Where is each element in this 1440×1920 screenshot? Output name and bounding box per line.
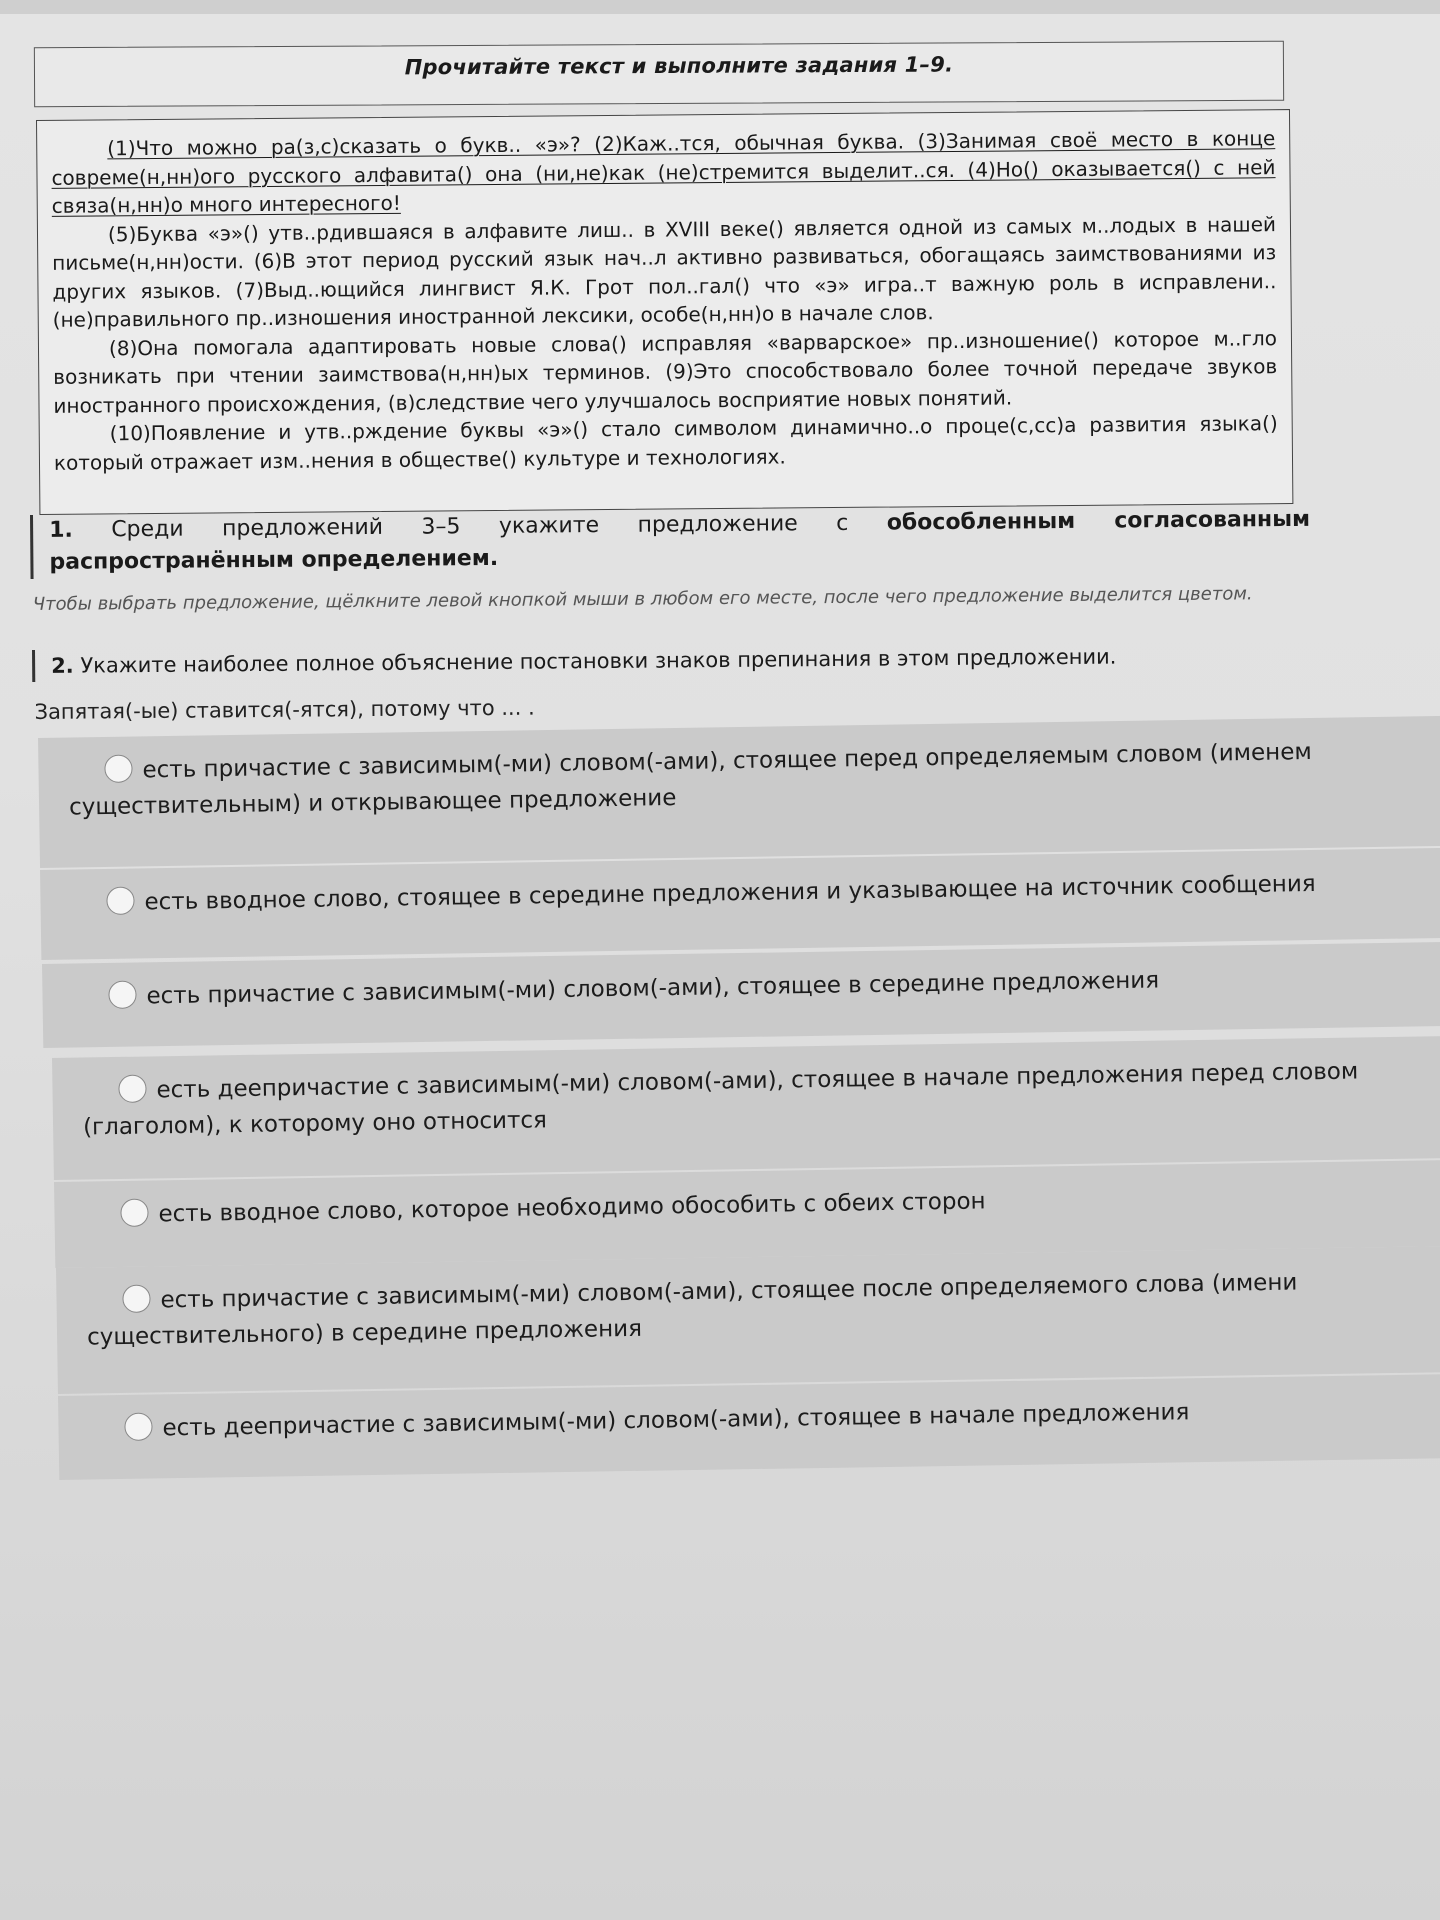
- instructions-header: [34, 41, 1284, 108]
- radio-button-5[interactable]: [120, 1199, 148, 1227]
- task-1-hint: Чтобы выбрать предложение, щёлкните левой кнопкой мыши в любом его месте, после чего предложение выделится цветом.: [32, 583, 1253, 615]
- text-paragraph-1[interactable]: (1)Что можно ра(з,с)сказать о букв.. «э»? (2)Каж..тся, обычная буква. (3)Занимая своё место в конце совреме(н,нн)ого русского алфавита() она (ни,не)как (не)стремится выделит..ся. (4)Но() оказывается() с ней связа(н,нн)о много интересного!: [51, 126, 1276, 218]
- reading-text[interactable]: [36, 109, 1293, 515]
- answer-option-3[interactable]: [42, 941, 1440, 1048]
- text-paragraph-3[interactable]: (8)Она помогала адаптировать новые слова() исправляя «варварское» пр..изношение() которое м..гло возникать при чтении заимствова(н,нн)ых терминов. (9)Это способствовало более точной передаче звуков иностранного происхождения, (в)следствие чего улучшалось восприятие новых понятий.: [53, 325, 1278, 418]
- task-1: [30, 504, 1311, 621]
- radio-button-2[interactable]: [106, 887, 134, 915]
- task-1-text: Среди предложений 3–5 укажите предложение с: [111, 510, 849, 543]
- task-2-number: 2.: [51, 653, 74, 678]
- answer-option-6[interactable]: [56, 1245, 1440, 1394]
- task-2: [32, 639, 1333, 724]
- answer-option-3-label: есть причастие с зависимым(-ми) словом(-ами), стоящее в середине предложения: [146, 967, 1160, 1010]
- text-paragraph-4[interactable]: (10)Появление и утв..рждение буквы «э»() стало символом динамично..о проце(с,сс)а развития языка() который отражает изм..нения в обществе() культуре и технологиях.: [53, 411, 1278, 475]
- task-2-title: [32, 639, 1332, 682]
- radio-button-3[interactable]: [108, 981, 136, 1009]
- radio-button-4[interactable]: [118, 1075, 146, 1103]
- radio-button-1[interactable]: [104, 755, 132, 783]
- task-2-text: Укажите наиболее полное объяснение постановки знаков препинания в этом предложении.: [80, 644, 1117, 678]
- task-2-lead: Запятая(-ые) ставится(-ятся), потому что ... .: [34, 695, 535, 724]
- radio-button-6[interactable]: [122, 1285, 150, 1313]
- answer-option-4-label: есть деепричастие с зависимым(-ми) словом(-ами), стоящее в начале предложения перед словом (глаголом), к которому оно относится: [82, 1058, 1359, 1141]
- text-paragraph-2[interactable]: (5)Буква «э»() утв..рдившаяся в алфавите лиш.. в XVIII веке() является одной из самых м..лодых в нашей письме(н,нн)ости. (6)В этот период русский язык нач..л активно развиваться, обогащаясь заимствованиями из других языков. (7)Выд..ющийся лингвист Я.К. Грот пол..гал() что «э» игра..т важную роль в исправлени.. (не)правильного пр..изношения иностранной лексики, особе(н,нн)о в начале слов.: [52, 211, 1277, 332]
- task-1-text-bold: обособленным согласованным распространённым определением.: [49, 506, 1311, 575]
- task-1-number: 1.: [49, 517, 73, 543]
- answer-option-1[interactable]: [38, 715, 1440, 868]
- answer-option-1-label: есть причастие с зависимым(-ми) словом(-ами), стоящее перед определяемым словом (именем существительным) и открывающее предложение: [68, 738, 1312, 821]
- task-1-title: [30, 504, 1311, 579]
- answer-option-2-label: есть вводное слово, стоящее в середине предложения и указывающее на источник сообщения: [144, 870, 1316, 916]
- answer-option-7-label: есть деепричастие с зависимым(-ми) словом(-ами), стоящее в начале предложения: [162, 1399, 1190, 1442]
- top-edge: [0, 0, 1440, 14]
- radio-button-7[interactable]: [124, 1413, 152, 1441]
- instructions-title: Прочитайте текст и выполните задания 1–9.: [404, 52, 954, 80]
- answer-option-4[interactable]: [52, 1035, 1440, 1180]
- answer-option-6-label: есть причастие с зависимым(-ми) словом(-ами), стоящее после определяемого слова (имени существительного) в середине предложения: [86, 1269, 1298, 1351]
- answer-option-5-label: есть вводное слово, которое необходимо обособить с обеих сторон: [158, 1188, 986, 1228]
